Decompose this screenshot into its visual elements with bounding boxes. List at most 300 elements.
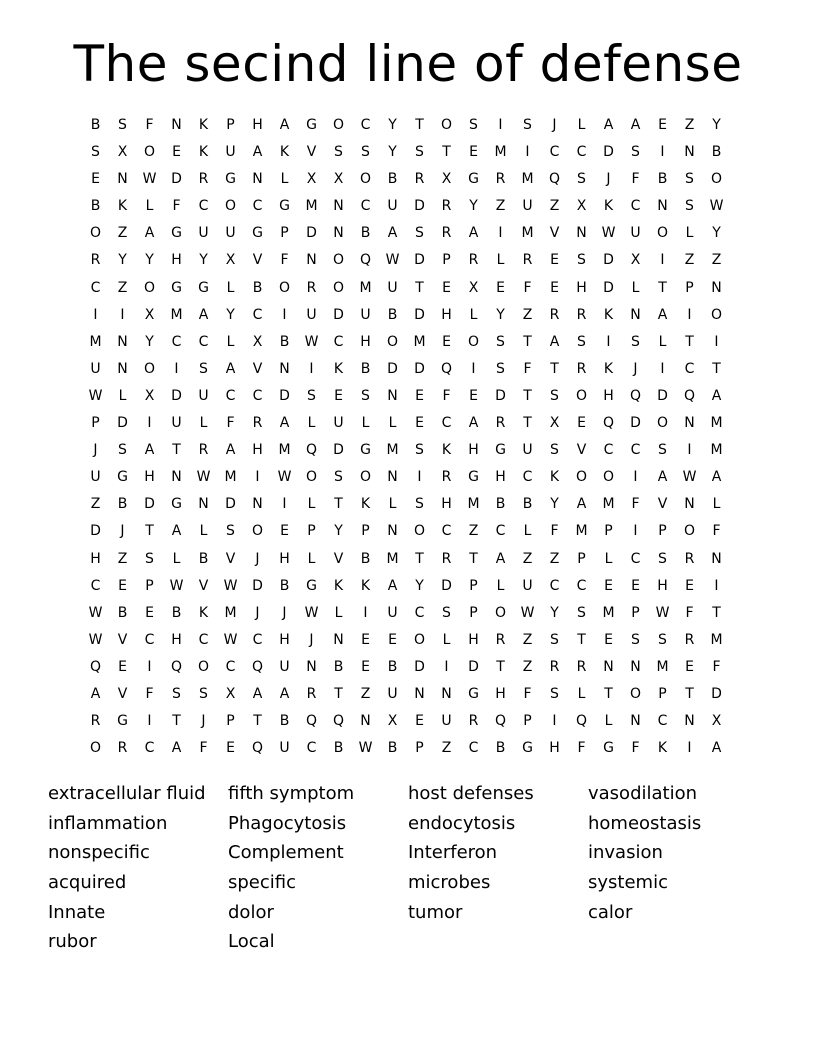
grid-letter: R [468,713,479,730]
grid-letter: S [550,685,559,702]
grid-letter: Z [549,198,560,215]
grid-letter: J [606,171,611,188]
grid-letter: L [604,713,613,730]
grid-letter: I [147,415,152,432]
grid-letter: B [117,604,128,621]
grid-letter: O [413,523,426,540]
grid-letter: X [333,171,344,188]
grid-letter: B [333,740,344,757]
grid-letter: B [90,117,101,133]
grid-letter: W [277,469,292,486]
grid-letter: I [687,740,692,757]
grid-letter: H [495,685,506,702]
grid-letter: P [145,577,154,594]
grid-letter: S [442,604,451,621]
grid-row [82,193,730,220]
grid-letter: Q [683,387,696,404]
grid-letter: Z [711,252,722,269]
grid-letter: C [306,740,317,757]
grid-letter: S [415,496,424,513]
grid-letter: C [252,198,263,215]
grid-letter: E [118,658,127,675]
grid-letter: C [252,631,263,648]
grid-letter: A [252,685,263,702]
grid-letter: B [171,604,182,621]
grid-letter: S [550,631,559,648]
grid-letter: D [414,306,425,323]
grid-letter: M [170,306,183,323]
grid-letter: M [710,631,723,648]
grid-letter: D [252,577,263,594]
grid-letter: E [469,387,478,404]
grid-letter: R [441,225,452,242]
grid-letter: S [685,171,694,188]
grid-letter: I [552,713,557,730]
grid-letter: V [225,550,236,567]
grid-letter: P [469,577,478,594]
grid-letter: D [144,496,155,513]
grid-letter: L [118,387,127,404]
grid-letter: U [90,360,101,377]
grid-letter: P [415,740,424,757]
grid-letter: L [631,279,640,296]
grid-letter: R [576,658,587,675]
grid-letter: F [577,740,586,757]
grid-letter: M [278,442,291,459]
grid-row [82,464,730,491]
grid-letter: E [604,577,613,594]
grid-letter: R [90,252,101,269]
grid-letter: M [413,333,426,350]
search-word: nonspecific [48,842,150,864]
grid-letter: C [549,577,560,594]
grid-letter: Y [550,496,559,513]
grid-letter: A [144,225,155,242]
grid-letter: S [523,117,532,133]
grid-letter: S [415,225,424,242]
search-word: inflammation [48,812,168,834]
grid-letter: O [467,333,480,350]
grid-letter: O [386,333,399,350]
grid-letter: K [441,442,452,459]
grid-letter: R [495,171,506,188]
grid-letter: Q [548,171,561,188]
grid-letter: F [226,415,235,432]
grid-row [82,166,730,193]
grid-letter: Z [522,306,533,323]
grid-letter: A [144,442,155,459]
grid-letter: P [280,225,289,242]
grid-letter: G [171,496,182,513]
grid-letter: N [630,306,641,323]
search-word: Interferon [408,842,498,864]
search-word: invasion [588,842,663,864]
grid-letter: U [225,144,236,161]
grid-letter: S [91,144,100,161]
grid-letter: E [226,740,235,757]
grid-letter: T [334,496,343,513]
grid-letter: U [387,604,398,621]
grid-letter: S [334,469,343,486]
grid-letter: L [523,523,532,540]
grid-letter: W [88,387,103,404]
grid-letter: I [363,604,368,621]
grid-letter: S [469,117,478,133]
grid-letter: B [387,740,398,757]
grid-letter: O [143,144,156,161]
grid-letter: T [415,550,424,567]
grid-letter: X [576,198,587,215]
grid-letter: I [93,306,98,323]
grid-row [82,708,730,735]
grid-letter: L [280,171,289,188]
grid-letter: B [711,144,722,161]
grid-letter: N [171,117,182,133]
grid-letter: H [441,496,452,513]
grid-letter: T [145,523,154,540]
grid-letter: V [198,577,209,594]
grid-letter: M [575,523,588,540]
grid-letter: C [360,117,371,133]
grid-letter: Q [305,713,318,730]
grid-letter: L [442,631,451,648]
grid-letter: B [387,306,398,323]
grid-row [82,275,730,302]
grid-letter: D [603,279,614,296]
grid-letter: P [658,685,667,702]
grid-letter: U [198,225,209,242]
grid-letter: C [657,713,668,730]
grid-letter: J [201,713,206,730]
grid-letter: S [550,387,559,404]
grid-letter: P [631,604,640,621]
grid-letter: A [252,144,263,161]
grid-letter: A [549,333,560,350]
grid-letter: U [522,442,533,459]
grid-letter: E [550,252,559,269]
grid-letter: S [334,144,343,161]
grid-letter: Y [496,306,505,323]
grid-letter: A [468,415,479,432]
grid-letter: S [361,144,370,161]
search-word: rubor [48,931,97,953]
grid-letter: T [550,360,559,377]
grid-letter: D [630,415,641,432]
grid-letter: D [333,306,344,323]
grid-letter: K [360,496,371,513]
search-word: extracellular fluid [48,783,206,804]
grid-letter: R [198,442,209,459]
grid-letter: F [712,658,721,675]
grid-row [82,518,730,545]
grid-letter: B [90,198,101,215]
grid-letter: E [631,577,640,594]
grid-letter: X [549,415,560,432]
grid-letter: Y [712,117,721,133]
grid-letter: G [468,469,479,486]
grid-letter: Q [494,713,507,730]
grid-letter: W [223,631,238,648]
grid-letter: A [279,117,290,133]
grid-letter: J [93,442,98,459]
grid-letter: U [171,415,182,432]
grid-letter: E [361,658,370,675]
grid-letter: R [495,415,506,432]
grid-letter: H [468,631,479,648]
grid-letter: T [685,685,694,702]
grid-letter: L [577,117,586,133]
grid-letter: F [280,252,289,269]
grid-letter: C [522,469,533,486]
grid-letter: I [282,306,287,323]
grid-letter: Y [415,577,424,594]
grid-letter: W [358,740,373,757]
grid-letter: I [255,469,260,486]
grid-row [82,112,730,139]
grid-letter: E [496,279,505,296]
grid-letter: B [360,550,371,567]
grid-row [82,573,730,600]
grid-letter: W [385,252,400,269]
grid-letter: M [386,442,399,459]
grid-letter: D [414,198,425,215]
grid-letter: Q [305,442,318,459]
grid-letter: W [682,469,697,486]
grid-letter: S [496,360,505,377]
grid-letter: C [549,144,560,161]
grid-letter: S [577,333,586,350]
grid-letter: E [685,658,694,675]
grid-letter: S [415,144,424,161]
search-word: microbes [408,872,491,894]
grid-letter: C [603,442,614,459]
grid-letter: O [656,415,669,432]
grid-letter: L [469,306,478,323]
grid-letter: S [577,604,586,621]
grid-letter: O [332,279,345,296]
grid-letter: O [440,117,453,133]
grid-letter: U [306,306,317,323]
grid-letter: X [252,333,263,350]
grid-letter: N [387,469,398,486]
grid-letter: U [279,740,290,757]
grid-letter: U [441,713,452,730]
grid-letter: A [630,117,641,133]
grid-letter: E [604,631,613,648]
grid-letter: F [145,117,154,133]
grid-row [82,546,730,573]
grid-letter: W [88,631,103,648]
grid-letter: K [360,577,371,594]
grid-letter: I [147,713,152,730]
search-word: tumor [408,901,463,923]
grid-letter: O [197,658,210,675]
grid-letter: A [225,360,236,377]
grid-letter: A [387,225,398,242]
grid-letter: U [360,306,371,323]
grid-letter: T [523,333,532,350]
grid-letter: R [522,252,533,269]
grid-letter: C [684,360,695,377]
grid-letter: G [252,225,263,242]
grid-letter: N [684,144,695,161]
grid-letter: D [90,523,101,540]
grid-letter: L [685,225,694,242]
grid-letter: A [657,306,668,323]
grid-letter: L [334,604,343,621]
grid-letter: N [117,333,128,350]
grid-letter: N [576,225,587,242]
search-word: Phagocytosis [228,812,347,834]
grid-letter: C [495,523,506,540]
grid-letter: E [658,117,667,133]
grid-letter: D [279,387,290,404]
grid-letter: M [89,333,102,350]
grid-letter: R [441,469,452,486]
grid-letter: L [172,550,181,567]
grid-letter: U [387,685,398,702]
grid-letter: H [468,442,479,459]
grid-letter: W [709,198,724,215]
grid-letter: W [88,604,103,621]
grid-letter: A [171,523,182,540]
grid-letter: Q [629,387,642,404]
grid-letter: I [714,333,719,350]
grid-letter: W [655,604,670,621]
grid-letter: I [660,252,665,269]
grid-letter: T [172,713,181,730]
grid-letter: M [521,171,534,188]
grid-letter: N [684,415,695,432]
grid-letter: X [468,279,479,296]
grid-letter: J [255,604,260,621]
grid-letter: O [359,469,372,486]
grid-letter: E [415,415,424,432]
grid-letter: U [387,198,398,215]
grid-letter: S [658,631,667,648]
grid-letter: B [279,333,290,350]
grid-letter: U [279,658,290,675]
grid-letter: G [306,577,317,594]
grid-letter: P [658,523,667,540]
grid-letter: B [495,740,506,757]
grid-letter: Q [575,713,588,730]
grid-letter: K [603,306,614,323]
grid-letter: D [468,658,479,675]
grid-letter: O [494,604,507,621]
grid-letter: D [657,387,668,404]
grid-letter: E [280,523,289,540]
grid-letter: O [143,279,156,296]
grid-letter: G [495,442,506,459]
grid-letter: E [415,387,424,404]
grid-letter: P [91,415,100,432]
grid-letter: F [685,604,694,621]
grid-letter: O [575,469,588,486]
grid-letter: N [630,658,641,675]
grid-letter: O [413,631,426,648]
grid-letter: L [496,577,505,594]
grid-letter: G [306,117,317,133]
grid-letter: C [441,415,452,432]
grid-letter: Z [441,740,452,757]
grid-letter: T [415,279,424,296]
grid-letter: L [388,415,397,432]
grid-letter: M [602,496,615,513]
grid-letter: W [601,225,616,242]
grid-letter: S [361,387,370,404]
search-word: fifth symptom [228,783,355,804]
grid-letter: F [145,685,154,702]
grid-letter: L [307,415,316,432]
grid-row [82,491,730,518]
grid-letter: L [307,496,316,513]
grid-letter: Z [522,550,533,567]
grid-letter: U [333,415,344,432]
grid-letter: M [656,658,669,675]
grid-letter: G [117,469,128,486]
grid-letter: O [575,387,588,404]
grid-letter: N [360,713,371,730]
grid-letter: N [684,713,695,730]
grid-letter: L [712,496,721,513]
grid-letter: C [171,333,182,350]
grid-letter: L [226,279,235,296]
grid-letter: C [441,523,452,540]
grid-letter: I [687,306,692,323]
grid-letter: B [360,360,371,377]
grid-letter: Z [522,631,533,648]
grid-letter: F [550,523,559,540]
grid-letter: I [471,360,476,377]
grid-letter: T [523,415,532,432]
grid-letter: E [91,171,100,188]
grid-letter: K [333,360,344,377]
grid-letter: T [604,685,613,702]
grid-letter: F [523,279,532,296]
grid-letter: I [606,333,611,350]
grid-letter: B [279,577,290,594]
grid-letter: N [711,550,722,567]
grid-letter: C [225,658,236,675]
grid-letter: N [414,685,425,702]
grid-row [82,600,730,627]
search-word: vasodilation [588,783,698,804]
grid-letter: N [117,171,128,188]
grid-letter: D [171,171,182,188]
grid-letter: B [387,658,398,675]
grid-letter: I [525,144,530,161]
grid-letter: A [711,740,722,757]
grid-letter: Y [388,144,397,161]
grid-letter: S [577,171,586,188]
grid-letter: H [657,577,668,594]
grid-letter: K [603,360,614,377]
grid-letter: G [117,713,128,730]
grid-letter: Z [90,496,101,513]
grid-letter: C [576,144,587,161]
grid-letter: L [496,252,505,269]
grid-letter: O [359,171,372,188]
grid-letter: Q [440,360,453,377]
grid-letter: Z [495,198,506,215]
grid-letter: O [143,360,156,377]
grid-letter: N [198,496,209,513]
grid-letter: U [198,387,209,404]
grid-letter: K [549,469,560,486]
grid-letter: A [225,442,236,459]
grid-letter: E [172,144,181,161]
